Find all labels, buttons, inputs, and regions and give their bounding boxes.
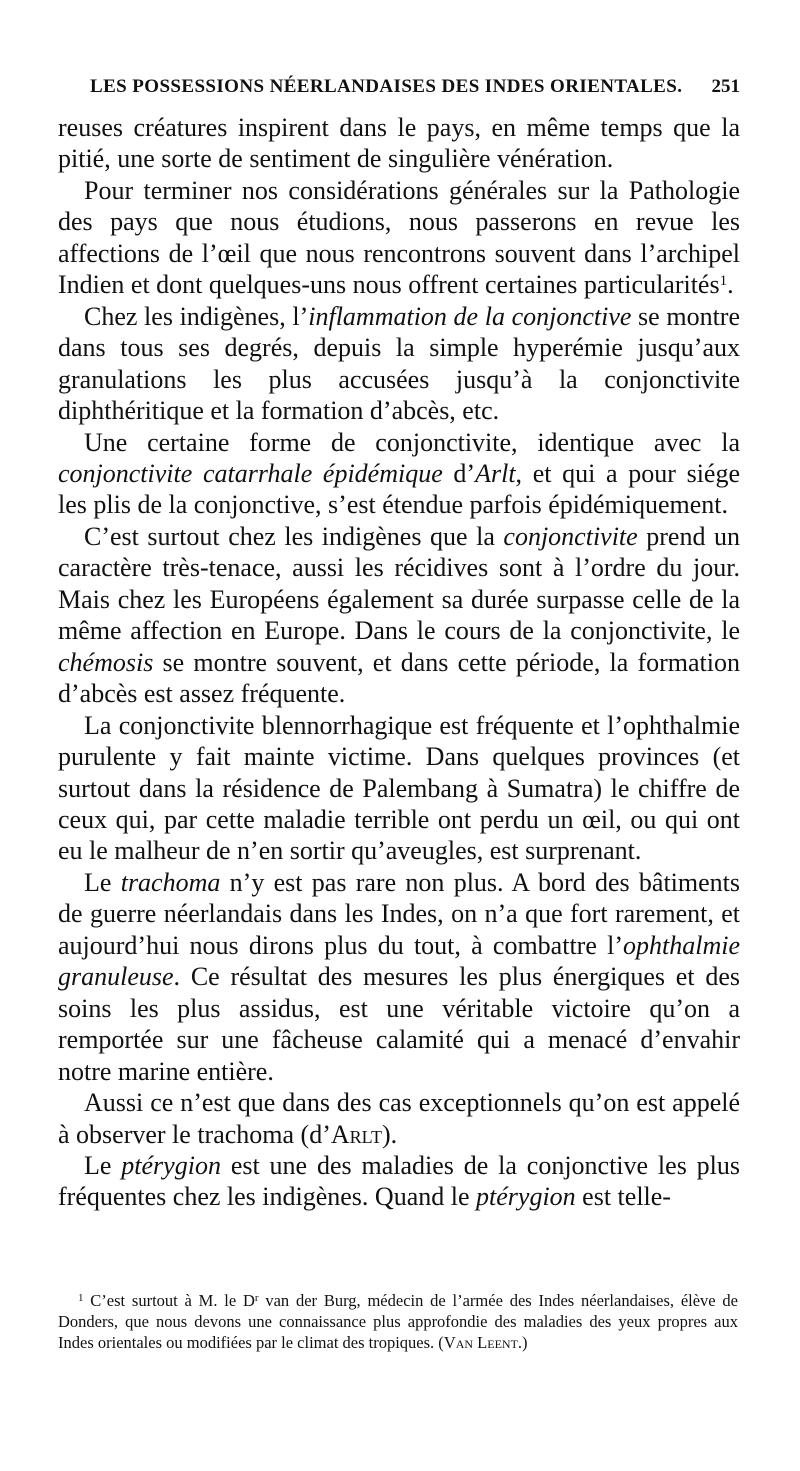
italic-text: conjonctivite catarrhale épidémique <box>58 458 443 488</box>
text-run: d’ <box>442 458 476 488</box>
text-run: reuses créatures inspirent dans le pays, en même temps que la pitié, une sorte de sentiment de singulière vénération. <box>58 113 740 174</box>
italic-text: chémosis <box>58 647 154 677</box>
italic-text: conjonctivite <box>503 521 638 551</box>
italic-text: inflammation de la conjonctive <box>308 301 632 331</box>
paragraph <box>58 175 740 301</box>
paragraph <box>58 867 740 1087</box>
superscript: r <box>254 1292 259 1304</box>
text-run: se montre dans tous ses degrés, depuis la simple hyperémie jusqu’aux granulations les plus accusées jusqu’à la conjonctivite diphthéritique et la formation d’abcès, etc. <box>58 301 740 426</box>
paragraph <box>58 301 740 427</box>
text-run: van der Burg, médecin de l’armée des Indes néerlandaises, élève de Donders, que nous devons une connaissance plus approfondie des maladies des yeux propres aux Indes orientales ou modifiées par le climat des tropiques. ( <box>58 1291 738 1352</box>
paragraph <box>58 1087 740 1150</box>
text-run: Pour terminer nos considérations générales sur la Pathologie des pays que nous étudions, nous passerons en revue les affections de l’œil que nous rencontrons souvent dans l’archipel Indien et dont quelques-uns nous offrent certaines particularités <box>58 175 740 300</box>
text-run: se montre souvent, et dans cette période, la formation d’abcès est assez fréquente. <box>58 647 740 709</box>
italic-text: trachoma <box>120 867 221 897</box>
superscript: 1 <box>78 1292 84 1304</box>
page-number: 251 <box>711 76 740 97</box>
text-run: Le <box>84 867 121 897</box>
italic-text: ophthalmie granuleuse <box>58 930 740 992</box>
running-title: LES POSSESSIONS NÉERLANDAISES DES INDES ORIENTALES. <box>90 76 683 97</box>
footnote <box>58 1290 738 1353</box>
small-caps-text: Van Leent <box>443 1333 518 1352</box>
text-run: Aussi ce n’est que dans des cas exceptionnels qu’on est appelé à observer le trachoma (d’ <box>58 1088 740 1149</box>
text-run: , et qui a pour siége les plis de la conjonctive, s’est étendue parfois épidémiquement. <box>58 458 740 520</box>
text-run: C’est surtout chez les indigènes que la <box>84 521 504 551</box>
text-run: n’y est pas rare non plus. A bord des bâtiments de guerre néerlandais dans les Indes, on n’a que fort rarement, et aujourd’hui nous dirons plus du tout, à combattre l’ <box>58 867 740 960</box>
text-run: Le <box>84 1150 122 1180</box>
text-run: est telle- <box>575 1182 671 1212</box>
paragraph <box>58 710 740 867</box>
text-run: ). <box>382 1119 398 1149</box>
text-run: C’est surtout à M. le D <box>83 1291 255 1310</box>
running-header <box>90 76 740 98</box>
paragraph <box>58 112 740 175</box>
paragraph <box>58 521 740 710</box>
text-run: Une certaine forme de conjonctivite, identique avec la <box>84 427 740 457</box>
italic-text: ptérygion <box>121 1150 221 1180</box>
paragraph <box>58 1150 740 1213</box>
text-run: Chez les indigènes, l’ <box>84 301 309 331</box>
italic-text: ptérygion <box>476 1182 576 1212</box>
text-run: .) <box>517 1333 528 1352</box>
paragraph <box>58 427 740 521</box>
text-run: La conjonctivite blennorrhagique est fréquente et l’ophthalmie purulente y fait mainte victime. Dans quelques provinces (et surtout dans la résidence de Palembang à Sumatra) le chiffre de ceux qui, par cette maladie terrible ont perdu un œil, ou qui ont eu le malheur de n’en sortir qu’aveugles, est surprenant. <box>58 710 740 866</box>
superscript: 1 <box>719 273 728 290</box>
text-run: . Ce résultat des mesures les plus énergiques et des soins les plus assidus, est une véritable victoire qu’on a remportée sur une fâcheuse calamité qui a menacé d’envahir notre marine entière. <box>58 962 740 1086</box>
small-caps-text: Arlt <box>330 1119 382 1149</box>
text-run: est une des maladies de la conjonctive les plus fréquentes chez les indigènes. Quand le <box>58 1150 741 1212</box>
body-text <box>58 112 740 1213</box>
italic-text: Arlt <box>475 458 516 488</box>
text-run: . <box>727 270 734 300</box>
text-run: prend un caractère très-tenace, aussi les récidives sont à l’ordre du jour. Mais chez les Européens également sa durée surpasse celle de la même affection en Europe. Dans le cours de la conjonctivite, le <box>58 521 741 646</box>
